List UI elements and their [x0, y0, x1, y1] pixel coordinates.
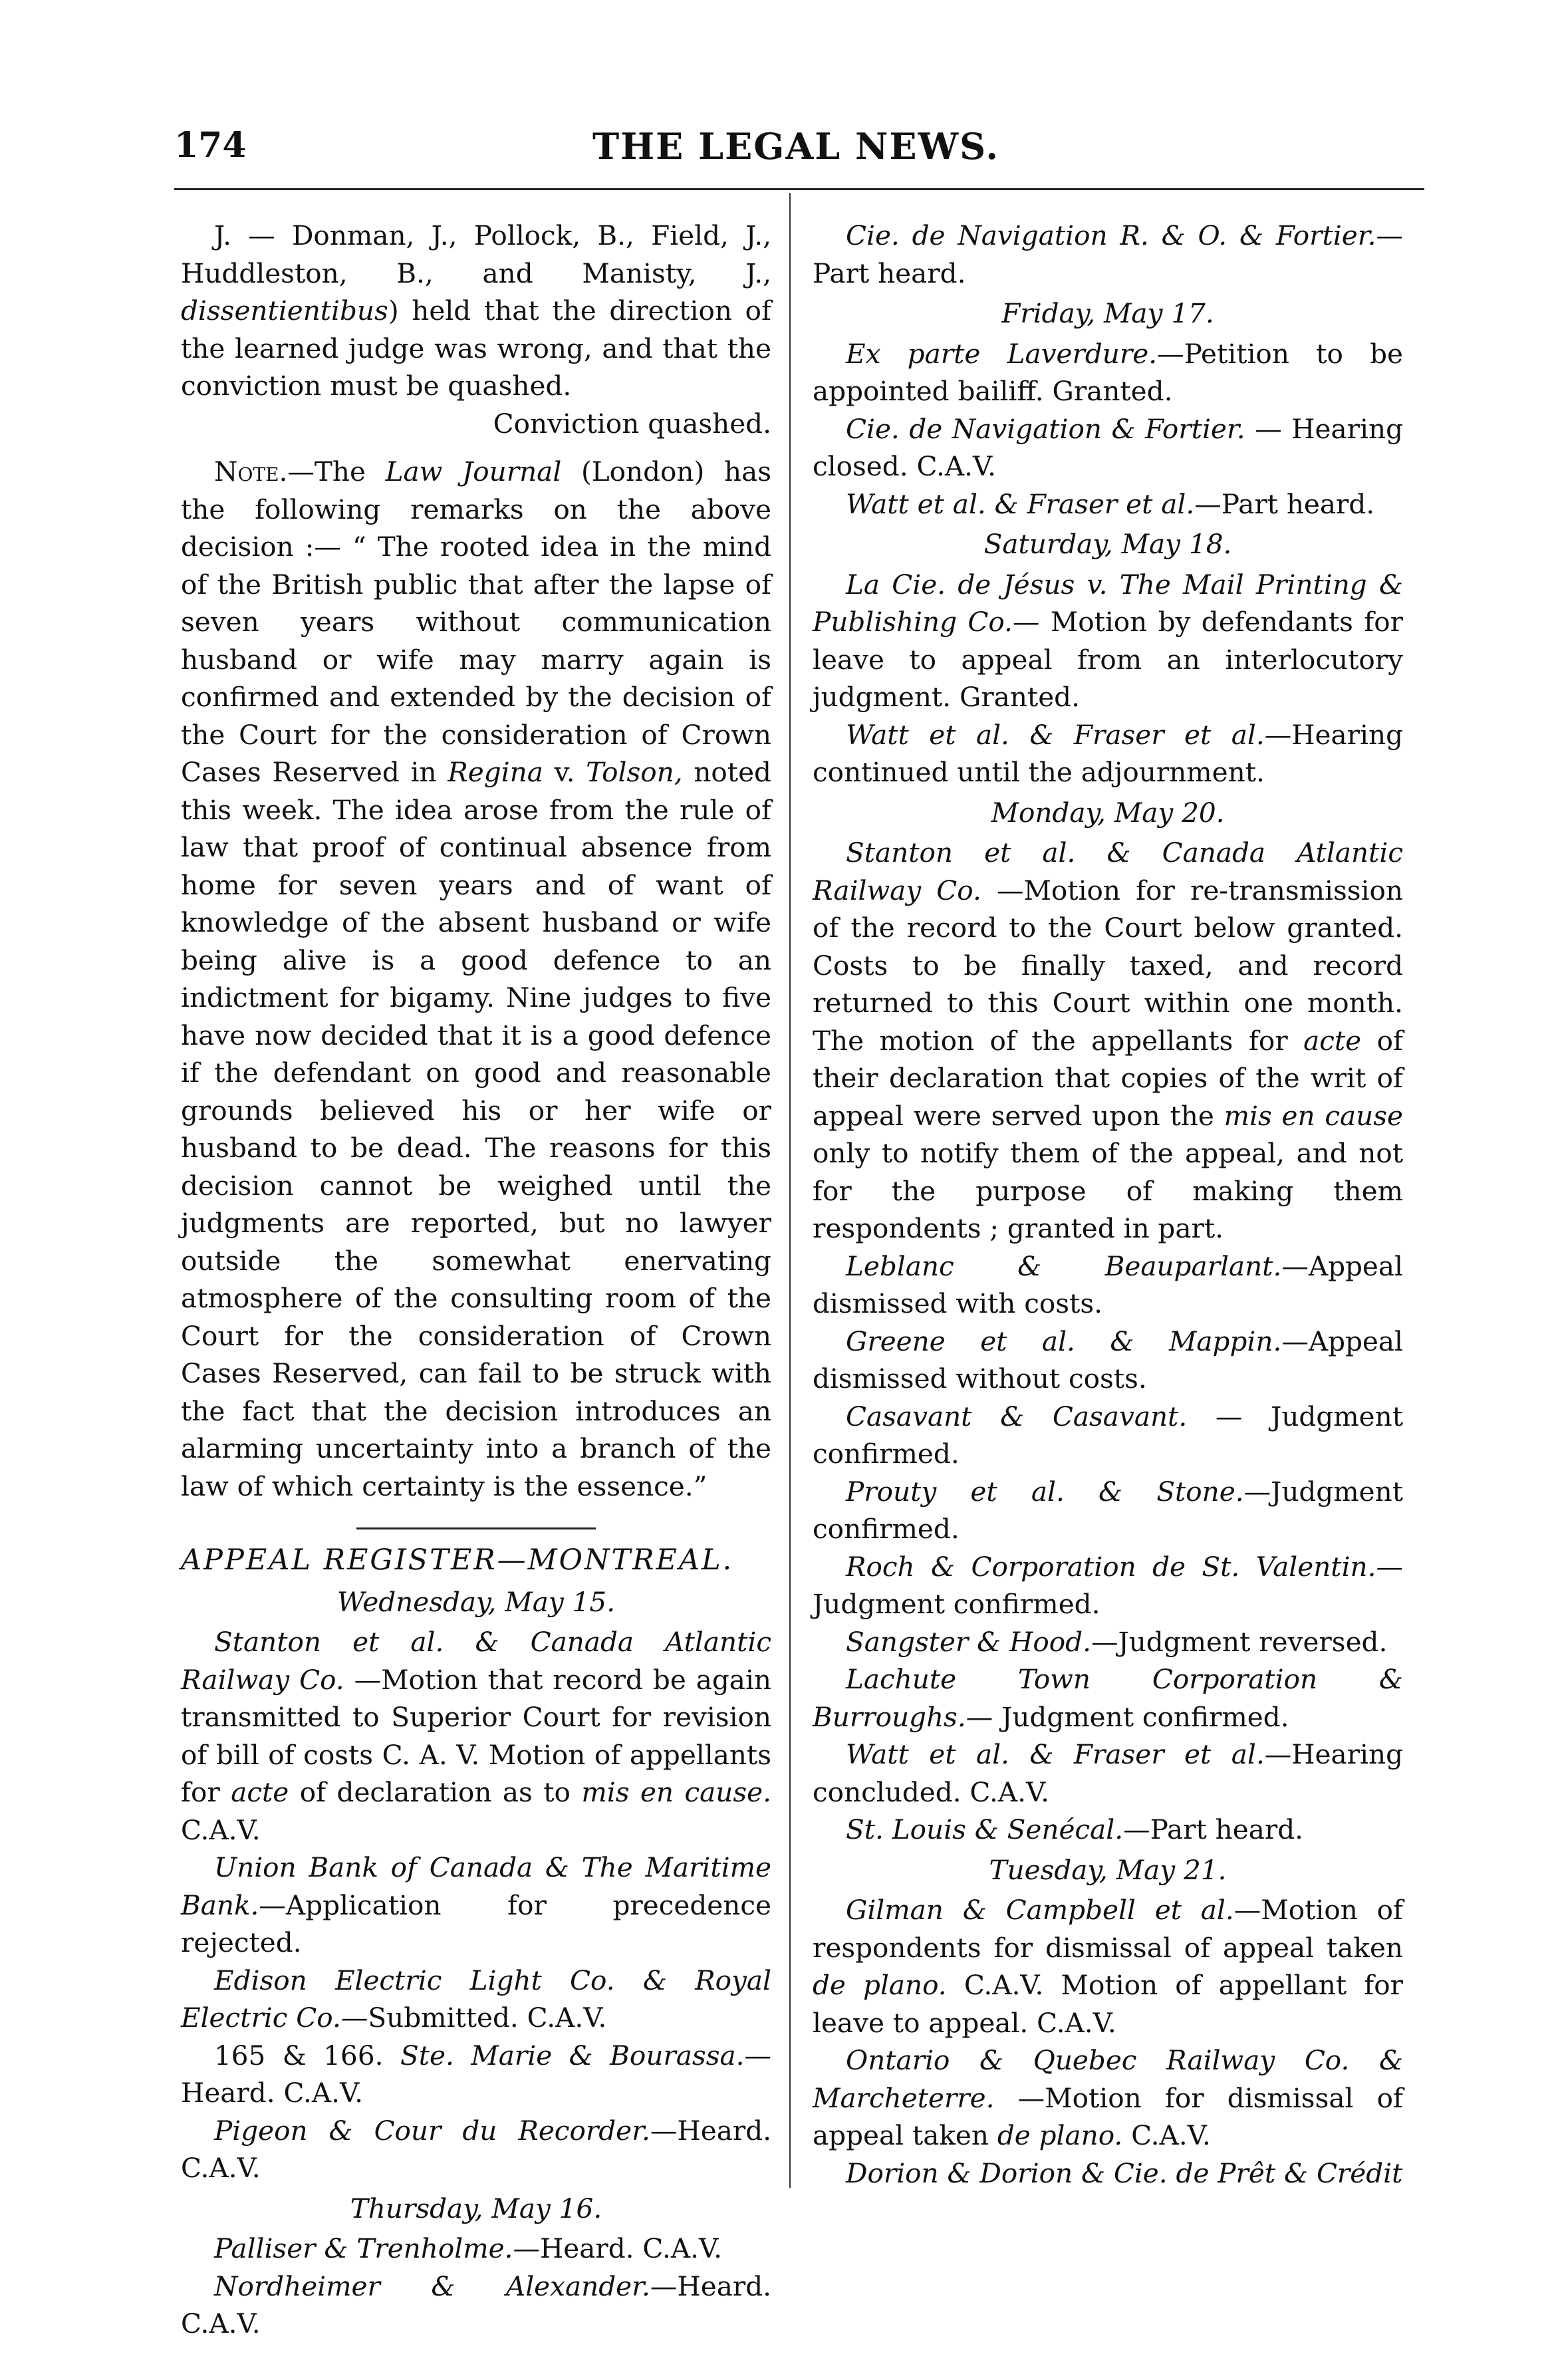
register-entry: Greene et al. & Mappin.—Appeal dismissed without costs.	[813, 1325, 1403, 1394]
register-entry: Roch & Corporation de St. Valentin.—Judgment confirmed.	[813, 1550, 1403, 1620]
register-entry: Pigeon & Cour du Recorder.—Heard. C.A.V.	[181, 2114, 771, 2184]
register-entry: Gilman & Campbell et al.—Motion of respondents for dismissal of appeal taken de plano. C.A.V. Motion of appellant for leave to appeal. C.A.V.	[813, 1894, 1403, 2039]
register-entry: Casavant & Casavant. — Judgment confirmed.	[813, 1400, 1403, 1470]
register-entry: La Cie. de Jésus v. The Mail Printing & Publishing Co.— Motion by defendants for leave to appeal from an interlocutory judgment. Granted.	[813, 568, 1403, 713]
register-entry: 165 & 166. Ste. Marie & Bourassa.—Heard. C.A.V.	[181, 2039, 771, 2109]
register-entry: Ontario & Quebec Railway Co. & Marcheterre. —Motion for dismissal of appeal taken de plano. C.A.V.	[813, 2044, 1403, 2151]
register-entry: Stanton et al. & Canada Atlantic Railway Co. —Motion that record be again transmitted to Superior Court for revision of bill of costs C. A. V. Motion of appellants for acte of declaration as to mis en cause. C.A.V.	[181, 1626, 771, 1846]
register-entry: Sangster & Hood.—Judgment reversed.	[846, 1625, 1388, 1658]
left-column	[181, 217, 771, 2343]
running-title: THE LEGAL NEWS.	[592, 125, 1000, 168]
section-heading: APPEAL REGISTER—MONTREAL.	[181, 1543, 734, 1577]
right-column	[813, 217, 1403, 2192]
register-entry: Nordheimer & Alexander.—Heard. C.A.V.	[181, 2270, 771, 2339]
section-divider	[356, 1527, 596, 1529]
date-heading: Thursday, May 16.	[350, 2192, 602, 2224]
column-divider	[789, 193, 791, 2188]
register-entry: Watt et al. & Fraser et al.—Hearing concluded. C.A.V.	[813, 1738, 1403, 1808]
register-entry: Leblanc & Beauparlant.—Appeal dismissed with costs.	[813, 1250, 1403, 1319]
header-rule	[174, 188, 1424, 190]
register-entry: Lachute Town Corporation & Burroughs.— Judgment confirmed.	[813, 1663, 1403, 1733]
register-entry: Ex parte Laverdure.—Petition to be appointed bailiff. Granted.	[813, 337, 1403, 407]
register-entry: Prouty et al. & Stone.—Judgment confirmed.	[813, 1475, 1403, 1545]
register-entry: Union Bank of Canada & The Maritime Bank.—Application for precedence rejected.	[181, 1851, 771, 1958]
date-heading: Saturday, May 18.	[983, 528, 1232, 560]
date-heading: Monday, May 20.	[991, 796, 1225, 829]
date-heading: Wednesday, May 15.	[336, 1585, 616, 1618]
register-entry: Edison Electric Light Co. & Royal Electric Co.—Submitted. C.A.V.	[181, 1964, 771, 2034]
date-heading: Friday, May 17.	[1001, 297, 1214, 329]
register-entry: St. Louis & Senécal.—Part heard.	[846, 1813, 1304, 1845]
page-number: 174	[174, 125, 247, 166]
register-entry: Dorion & Dorion & Cie. de Prêt & Crédit	[846, 2157, 1403, 2189]
paragraph-judgment: J. — Donman, J., Pollock, B., Field, J., Huddleston, B., and Manisty, J., dissentientibus) held that the direction of the learned judge was wrong, and that the conviction must be quashed.	[181, 219, 771, 402]
register-entry: Cie. de Navigation & Fortier. — Hearing closed. C.A.V.	[813, 412, 1403, 482]
register-entry: Palliser & Trenholme.—Heard. C.A.V.	[214, 2232, 722, 2264]
date-heading: Tuesday, May 21.	[989, 1853, 1227, 1886]
register-entry: Stanton et al. & Canada Atlantic Railway Co. —Motion for re-transmission of the record to the Court below granted. Costs to be finally taxed, and record returned to this Court within one month. The motion of the appellants for acte of their declaration that copies of the writ of appeal were served upon the mis en cause only to notify them of the appeal, and not for the purpose of making them respondents ; granted in part.	[813, 837, 1403, 1244]
register-entry: Watt et al. & Fraser et al.—Part heard.	[846, 487, 1375, 520]
page-header	[174, 125, 1418, 178]
register-entry: Watt et al. & Fraser et al.—Hearing continued until the adjournment.	[813, 718, 1403, 788]
register-entry: Cie. de Navigation R. & O. & Fortier.—Part heard.	[813, 219, 1403, 289]
conviction-result: Conviction quashed.	[493, 407, 771, 440]
paragraph-note: Note.—The Law Journal (London) has the following remarks on the above decision :— “ The rooted idea in the mind of the British public that after the lapse of seven years without communication husband or wife may marry again is confirmed and extended by the decision of the Court for the consideration of Crown Cases Reserved in Regina v. Tolson, noted this week. The idea arose from the rule of law that proof of continual absence from home for seven years and of want of knowledge of the absent husband or wife being alive is a good defence to an indictment for bigamy. Nine judges to five have now decided that it is a good defence if the defendant on good and reasonable grounds believed his or her wife or husband to be dead. The reasons for this decision cannot be weighed until the judgments are reported, but no lawyer outside the somewhat enervating atmosphere of the consulting room of the Court for the consideration of Crown Cases Reserved, can fail to be struck with the fact that the decision introduces an alarming uncertainty into a branch of the law of which certainty is the essence.”	[181, 456, 771, 1502]
